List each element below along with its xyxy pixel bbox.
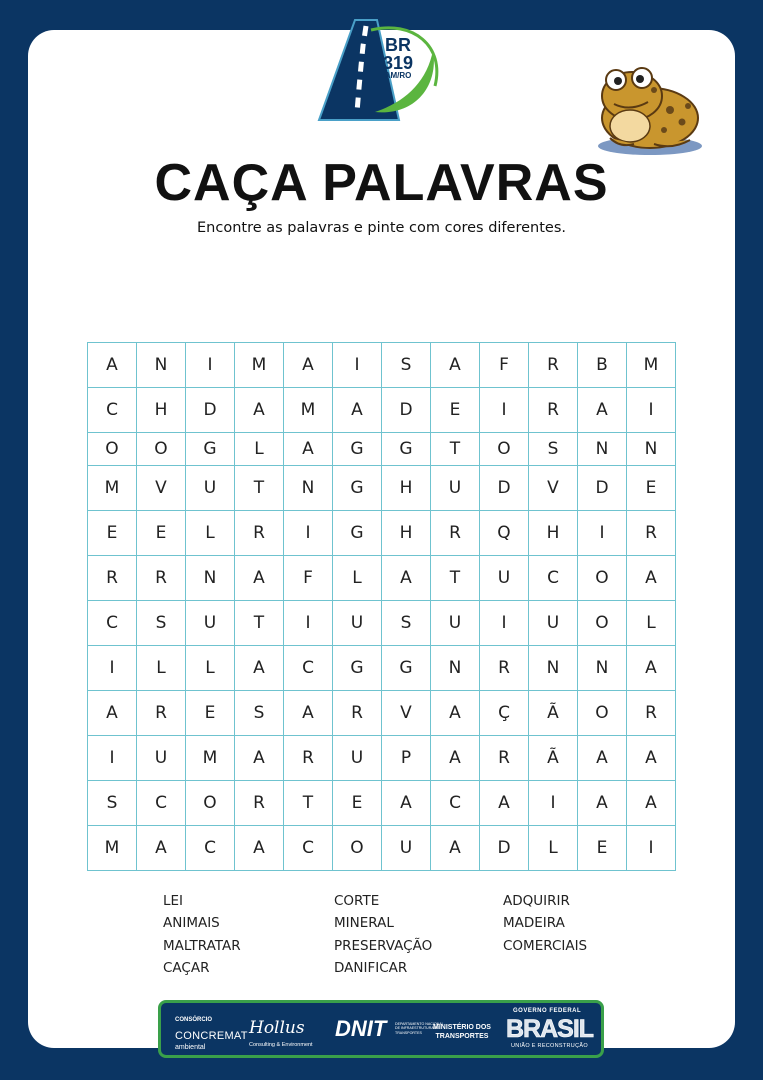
grid-cell[interactable]: G bbox=[382, 433, 431, 466]
grid-cell[interactable]: R bbox=[137, 691, 186, 736]
grid-cell[interactable]: A bbox=[627, 556, 676, 601]
grid-cell[interactable]: A bbox=[431, 343, 480, 388]
grid-cell[interactable]: G bbox=[333, 646, 382, 691]
word-item: MADEIRA bbox=[503, 915, 565, 932]
word-list-column-2 bbox=[334, 890, 432, 979]
grid-cell[interactable]: U bbox=[480, 556, 529, 601]
grid-cell[interactable]: L bbox=[627, 601, 676, 646]
grid-cell[interactable]: D bbox=[578, 466, 627, 511]
grid-cell[interactable]: I bbox=[627, 388, 676, 433]
grid-cell[interactable]: O bbox=[480, 433, 529, 466]
grid-cell[interactable]: E bbox=[627, 466, 676, 511]
word-search-grid bbox=[87, 342, 676, 871]
grid-cell[interactable]: M bbox=[235, 343, 284, 388]
grid-cell[interactable]: N bbox=[431, 646, 480, 691]
grid-cell[interactable]: L bbox=[333, 556, 382, 601]
logo-line1: BR bbox=[385, 35, 412, 55]
grid-row bbox=[88, 826, 676, 871]
grid-cell[interactable]: I bbox=[578, 511, 627, 556]
grid-cell[interactable]: L bbox=[137, 646, 186, 691]
grid-cell[interactable]: A bbox=[284, 691, 333, 736]
word-item: CAÇAR bbox=[163, 959, 210, 976]
grid-cell[interactable]: Ã bbox=[529, 736, 578, 781]
grid-cell[interactable]: E bbox=[137, 511, 186, 556]
grid-cell[interactable]: N bbox=[627, 433, 676, 466]
grid-cell[interactable]: R bbox=[431, 511, 480, 556]
grid-cell[interactable]: H bbox=[529, 511, 578, 556]
grid-cell[interactable]: L bbox=[186, 511, 235, 556]
grid-cell[interactable]: R bbox=[137, 556, 186, 601]
grid-cell[interactable]: O bbox=[578, 601, 627, 646]
grid-cell[interactable]: A bbox=[137, 826, 186, 871]
grid-cell[interactable]: C bbox=[284, 826, 333, 871]
grid-cell[interactable]: A bbox=[235, 736, 284, 781]
word-item: COMERCIAIS bbox=[503, 937, 588, 954]
grid-cell[interactable]: O bbox=[333, 826, 382, 871]
grid-cell[interactable]: I bbox=[480, 601, 529, 646]
instructions: Encontre as palavras e pinte com cores diferentes. bbox=[197, 220, 566, 236]
grid-cell[interactable]: T bbox=[235, 466, 284, 511]
grid-cell[interactable]: H bbox=[137, 388, 186, 433]
grid-cell[interactable]: C bbox=[186, 826, 235, 871]
grid-cell[interactable]: S bbox=[382, 343, 431, 388]
grid-cell[interactable]: D bbox=[186, 388, 235, 433]
grid-cell[interactable]: I bbox=[333, 343, 382, 388]
grid-cell[interactable]: U bbox=[529, 601, 578, 646]
grid-cell[interactable]: A bbox=[627, 736, 676, 781]
grid-cell[interactable]: A bbox=[431, 736, 480, 781]
logo-line2: 319 bbox=[383, 53, 414, 73]
grid-cell[interactable]: R bbox=[235, 511, 284, 556]
grid-cell[interactable]: A bbox=[382, 781, 431, 826]
grid-cell[interactable]: T bbox=[284, 781, 333, 826]
grid-cell[interactable]: V bbox=[382, 691, 431, 736]
grid-cell[interactable]: R bbox=[480, 646, 529, 691]
grid-cell[interactable]: Ç bbox=[480, 691, 529, 736]
grid-cell[interactable]: G bbox=[186, 433, 235, 466]
grid-cell[interactable]: U bbox=[333, 601, 382, 646]
brasil-logo: BRASIL bbox=[506, 1015, 594, 1043]
grid-cell[interactable]: N bbox=[186, 556, 235, 601]
grid-cell[interactable]: A bbox=[480, 781, 529, 826]
grid-cell[interactable]: N bbox=[284, 466, 333, 511]
grid-cell[interactable]: T bbox=[431, 433, 480, 466]
frog-mascot bbox=[590, 60, 708, 158]
word-item: MALTRATAR bbox=[163, 937, 241, 954]
grid-cell[interactable]: U bbox=[382, 826, 431, 871]
word-list-column-3 bbox=[503, 890, 587, 957]
word-item: ADQUIRIR bbox=[503, 893, 570, 909]
word-item: ANIMAIS bbox=[163, 915, 220, 932]
logo-line3: AM/RO bbox=[384, 71, 412, 80]
grid-cell[interactable]: E bbox=[578, 826, 627, 871]
grid-cell[interactable]: D bbox=[382, 388, 431, 433]
grid-cell[interactable]: A bbox=[235, 388, 284, 433]
grid-cell[interactable]: R bbox=[529, 343, 578, 388]
grid-cell[interactable]: C bbox=[88, 388, 137, 433]
ministerio-logo bbox=[433, 1023, 491, 1041]
grid-cell[interactable]: R bbox=[480, 736, 529, 781]
grid-cell[interactable]: M bbox=[186, 736, 235, 781]
grid-cell[interactable]: S bbox=[235, 691, 284, 736]
grid-row bbox=[88, 691, 676, 736]
word-item: CORTE bbox=[334, 893, 380, 909]
grid-cell[interactable]: P bbox=[382, 736, 431, 781]
grid-cell[interactable]: L bbox=[235, 433, 284, 466]
grid-row bbox=[88, 556, 676, 601]
grid-cell[interactable]: R bbox=[333, 691, 382, 736]
ministerio-line2: TRANSPORTES bbox=[435, 1033, 489, 1040]
hollus-logo: Hollus bbox=[249, 1018, 305, 1038]
grid-cell[interactable]: M bbox=[627, 343, 676, 388]
grid-cell[interactable]: A bbox=[235, 646, 284, 691]
grid-cell[interactable]: L bbox=[529, 826, 578, 871]
grid-cell[interactable]: A bbox=[627, 646, 676, 691]
br319-logo bbox=[315, 16, 443, 132]
grid-cell[interactable]: O bbox=[578, 556, 627, 601]
grid-cell[interactable]: D bbox=[480, 466, 529, 511]
grid-row bbox=[88, 433, 676, 466]
sponsor-footer bbox=[158, 1000, 604, 1058]
grid-cell[interactable]: C bbox=[137, 781, 186, 826]
consorcio-label: CONSÓRCIO bbox=[175, 1017, 213, 1023]
grid-row bbox=[88, 511, 676, 556]
grid-row bbox=[88, 388, 676, 433]
hollus-tagline: Consulting & Environment bbox=[249, 1042, 313, 1048]
grid-cell[interactable]: A bbox=[431, 691, 480, 736]
dnit-logo: DNIT bbox=[335, 1016, 387, 1041]
word-item: MINERAL bbox=[334, 915, 394, 932]
grid-row bbox=[88, 601, 676, 646]
grid-cell[interactable]: C bbox=[529, 556, 578, 601]
grid-cell[interactable]: A bbox=[627, 781, 676, 826]
grid-cell[interactable]: S bbox=[382, 601, 431, 646]
grid-cell[interactable]: A bbox=[578, 781, 627, 826]
grid-cell[interactable]: I bbox=[529, 781, 578, 826]
grid-cell[interactable]: S bbox=[529, 433, 578, 466]
grid-cell[interactable]: O bbox=[578, 691, 627, 736]
grid-cell[interactable]: R bbox=[529, 388, 578, 433]
grid-cell[interactable]: M bbox=[284, 388, 333, 433]
uniao-reconstrucao-label: UNIÃO E RECONSTRUÇÃO bbox=[511, 1043, 588, 1049]
grid-cell[interactable]: A bbox=[333, 388, 382, 433]
grid-cell[interactable]: M bbox=[88, 826, 137, 871]
ministerio-line1: MINISTÉRIO DOS bbox=[433, 1024, 491, 1031]
grid-cell[interactable]: T bbox=[431, 556, 480, 601]
grid-cell[interactable]: A bbox=[235, 556, 284, 601]
logo-text bbox=[383, 36, 413, 80]
grid-cell[interactable]: A bbox=[431, 826, 480, 871]
grid-cell[interactable]: G bbox=[333, 433, 382, 466]
grid-cell[interactable]: N bbox=[137, 343, 186, 388]
word-item: PRESERVAÇÃO bbox=[334, 937, 433, 954]
word-item: LEI bbox=[163, 893, 184, 909]
grid-row bbox=[88, 781, 676, 826]
word-list-column-1 bbox=[163, 890, 241, 979]
grid-row bbox=[88, 646, 676, 691]
grid-cell[interactable]: G bbox=[333, 466, 382, 511]
grid-cell[interactable]: D bbox=[480, 826, 529, 871]
grid-cell[interactable]: I bbox=[88, 736, 137, 781]
grid-cell[interactable]: U bbox=[333, 736, 382, 781]
grid-cell[interactable]: H bbox=[382, 511, 431, 556]
grid-cell[interactable]: R bbox=[627, 691, 676, 736]
grid-cell[interactable]: O bbox=[88, 433, 137, 466]
word-item: DANIFICAR bbox=[334, 959, 408, 976]
grid-cell[interactable]: M bbox=[88, 466, 137, 511]
grid-cell[interactable]: H bbox=[382, 466, 431, 511]
grid-cell[interactable]: A bbox=[382, 556, 431, 601]
grid-cell[interactable]: V bbox=[137, 466, 186, 511]
grid-cell[interactable]: I bbox=[627, 826, 676, 871]
grid-cell[interactable]: A bbox=[578, 388, 627, 433]
grid-cell[interactable]: L bbox=[186, 646, 235, 691]
grid-cell[interactable]: N bbox=[529, 646, 578, 691]
grid-cell[interactable]: A bbox=[88, 691, 137, 736]
grid-cell[interactable]: U bbox=[431, 466, 480, 511]
grid-cell[interactable]: B bbox=[578, 343, 627, 388]
grid-cell[interactable]: I bbox=[284, 601, 333, 646]
concremat-logo: CONCREMAT bbox=[175, 1030, 248, 1042]
grid-cell[interactable]: Q bbox=[480, 511, 529, 556]
grid-cell[interactable]: N bbox=[578, 646, 627, 691]
grid-cell[interactable]: R bbox=[88, 556, 137, 601]
grid-cell[interactable]: I bbox=[284, 511, 333, 556]
grid-cell[interactable]: A bbox=[235, 826, 284, 871]
grid-cell[interactable]: E bbox=[333, 781, 382, 826]
grid-cell[interactable]: A bbox=[284, 433, 333, 466]
grid-cell[interactable]: F bbox=[284, 556, 333, 601]
grid-row bbox=[88, 736, 676, 781]
grid-cell[interactable]: E bbox=[186, 691, 235, 736]
grid-cell[interactable]: C bbox=[88, 601, 137, 646]
grid-cell[interactable]: G bbox=[382, 646, 431, 691]
grid-cell[interactable]: E bbox=[88, 511, 137, 556]
grid-cell[interactable]: S bbox=[137, 601, 186, 646]
grid-cell[interactable]: A bbox=[88, 343, 137, 388]
grid-cell[interactable]: R bbox=[627, 511, 676, 556]
grid-cell[interactable]: O bbox=[137, 433, 186, 466]
grid-cell[interactable]: A bbox=[578, 736, 627, 781]
grid-cell[interactable]: C bbox=[284, 646, 333, 691]
grid-cell[interactable]: A bbox=[284, 343, 333, 388]
grid-cell[interactable]: T bbox=[235, 601, 284, 646]
grid-cell[interactable]: I bbox=[480, 388, 529, 433]
grid-cell[interactable]: R bbox=[284, 736, 333, 781]
grid-cell[interactable]: C bbox=[431, 781, 480, 826]
grid-row bbox=[88, 466, 676, 511]
grid-cell[interactable]: V bbox=[529, 466, 578, 511]
grid-cell[interactable]: U bbox=[186, 466, 235, 511]
grid-cell[interactable]: I bbox=[88, 646, 137, 691]
grid-cell[interactable]: U bbox=[431, 601, 480, 646]
grid-cell[interactable]: E bbox=[431, 388, 480, 433]
ambiental-label: ambiental bbox=[175, 1044, 206, 1051]
dnit-tagline: DEPARTAMENTO NACIONAL DE INFRAESTRUTURA DE TRANSPORTES bbox=[395, 1022, 444, 1035]
grid-cell[interactable]: S bbox=[88, 781, 137, 826]
grid-cell[interactable]: G bbox=[333, 511, 382, 556]
grid-cell[interactable]: O bbox=[186, 781, 235, 826]
grid-cell[interactable]: I bbox=[186, 343, 235, 388]
grid-cell[interactable]: N bbox=[578, 433, 627, 466]
grid-cell[interactable]: R bbox=[235, 781, 284, 826]
grid-cell[interactable]: Ã bbox=[529, 691, 578, 736]
grid-cell[interactable]: U bbox=[186, 601, 235, 646]
governo-federal-label: GOVERNO FEDERAL bbox=[513, 1008, 582, 1014]
grid-cell[interactable]: F bbox=[480, 343, 529, 388]
grid-cell[interactable]: U bbox=[137, 736, 186, 781]
page-title: CAÇA PALAVRAS bbox=[154, 154, 609, 212]
grid-row bbox=[88, 343, 676, 388]
